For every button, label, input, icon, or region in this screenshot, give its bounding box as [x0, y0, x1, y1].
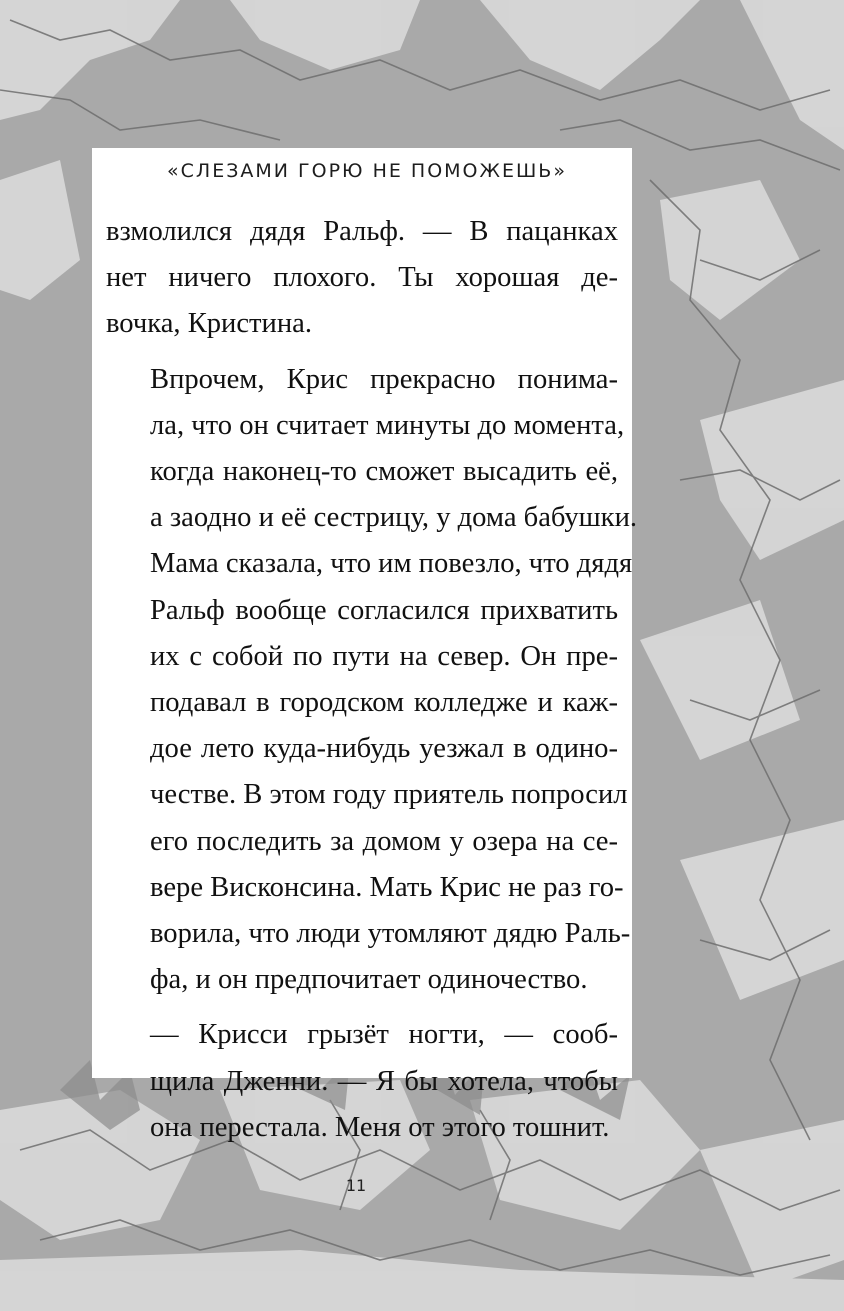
page-number: 11	[345, 1176, 367, 1195]
text-line: Впрочем, Крис прекрасно понима-	[150, 363, 618, 395]
text-line: Ральф вообще согласился прихватить	[150, 594, 618, 626]
running-header: «СЛЕЗАМИ ГОРЮ НЕ ПОМОЖЕШЬ»	[167, 160, 567, 182]
text-line: подавал в городском колледже и каж-	[150, 687, 618, 719]
text-line: Мама сказала, что им повезло, что дядя	[150, 548, 633, 580]
paragraph-3	[106, 1012, 618, 1151]
text-line: дое лето куда-нибудь уезжал в одино-	[150, 733, 618, 765]
paragraph-1	[106, 209, 618, 348]
text-line: честве. В этом году приятель попросил	[150, 779, 628, 811]
text-line: щила Дженни. — Я бы хотела, чтобы	[150, 1065, 618, 1097]
paragraph-2	[106, 357, 638, 1004]
text-line: взмолился дядя Ральф. — В пацанках	[106, 216, 618, 247]
text-line: вочка, Кристина.	[106, 308, 312, 340]
text-line: их с собой по пути на север. Он пре-	[150, 640, 618, 672]
text-line: ворила, что люди утомляют дядю Раль-	[150, 918, 631, 950]
text-line: нет ничего плохого. Ты хорошая де-	[106, 262, 618, 294]
text-line: она перестала. Меня от этого тошнит.	[150, 1111, 610, 1143]
text-line: фа, и он предпочитает одиночество.	[150, 964, 588, 996]
text-line: его последить за домом у озера на се-	[150, 825, 618, 857]
text-line: когда наконец-то сможет высадить её,	[150, 456, 618, 488]
text-line: ла, что он считает минуты до момента,	[150, 409, 625, 441]
text-line: вере Висконсина. Мать Крис не раз го-	[150, 871, 624, 903]
body-text	[106, 209, 638, 1151]
text-line: — Крисси грызёт ногти, — сооб-	[150, 1019, 618, 1051]
text-line: а заодно и её сестрицу, у дома бабушки.	[150, 502, 638, 534]
